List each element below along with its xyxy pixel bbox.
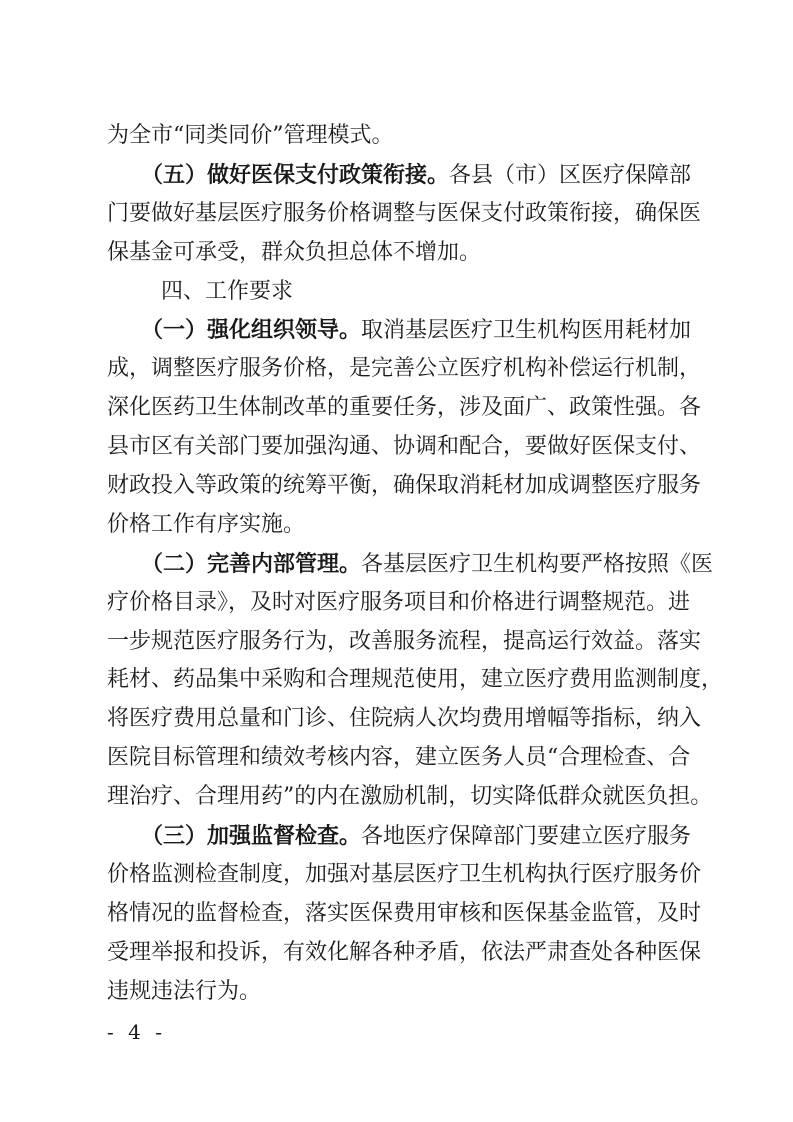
paragraph-2-first-line [107,545,714,584]
page-number: - 4 - [107,1020,166,1044]
text-line: 价格监测检查制度，加强对基层医疗卫生机构执行医疗服务价 [107,861,702,887]
paragraph-heading: （二）完善内部管理。 [141,550,362,577]
text-line: 耗材、药品集中采购和合理规范使用，建立医疗费用监测制度， [107,667,724,693]
text-line: 各县（市）区医疗保障部 [449,162,692,188]
paragraph-5-first-line [107,156,692,195]
text-line: 一步规范医疗服务行为，改善服务流程，提高运行效益。落实 [107,628,702,654]
text-line: 受理举报和投诉，有效化解各种矛盾，依法严肃查处各种医保 [107,939,702,965]
paragraph-3-first-line [107,817,692,856]
document-body [107,117,724,1011]
text-line: 将医疗费用总量和门诊、住院病人次均费用增幅等指标，纳入 [107,706,702,732]
paragraph-heading: （一）强化组织领导。 [141,317,362,344]
text-line: 成，调整医疗服务价格，是完善公立医疗机构补偿运行机制， [107,356,702,382]
text-line: 深化医药卫生体制改革的重要任务，涉及面广、政策性强。各 [107,395,702,421]
text-line: 理治疗、合理用药”的内在激励机制，切实降低群众就医负担。 [107,784,713,810]
text-line: 县市区有关部门要加强沟通、协调和配合，要做好医保支付、 [107,434,702,460]
section-heading: 四、工作要求 [161,278,294,304]
paragraph-heading: （三）加强监督检查。 [141,823,362,850]
text-line: 疗价格目录》，及时对医疗服务项目和价格进行调整规范。进 [107,589,691,615]
text-line: 各地医疗保障部门要建立医疗服务 [361,824,692,850]
text-line: 格情况的监督检查，落实医保费用审核和医保基金监管，及时 [107,900,702,926]
paragraph-1-first-line [107,311,692,350]
text-line: 价格工作有序实施。 [107,511,306,537]
text-line: 各基层医疗卫生机构要严格按照《医 [361,551,714,577]
paragraph-heading: （五）做好医保支付政策衔接。 [141,161,450,188]
text-line: 财政投入等政策的统筹平衡，确保取消耗材加成调整医疗服务 [107,473,702,499]
text-line: 为全市“同类同价”管理模式。 [107,123,394,148]
text-line: 保基金可承受，群众负担总体不增加。 [107,239,482,265]
text-line: 门要做好基层医疗服务价格调整与医保支付政策衔接，确保医 [107,200,702,226]
text-line: 取消基层医疗卫生机构医用耗材加 [361,318,692,344]
text-line: 医院目标管理和绩效考核内容，建立医务人员“合理检查、合 [107,745,691,771]
text-line: 违规违法行为。 [107,978,262,1004]
